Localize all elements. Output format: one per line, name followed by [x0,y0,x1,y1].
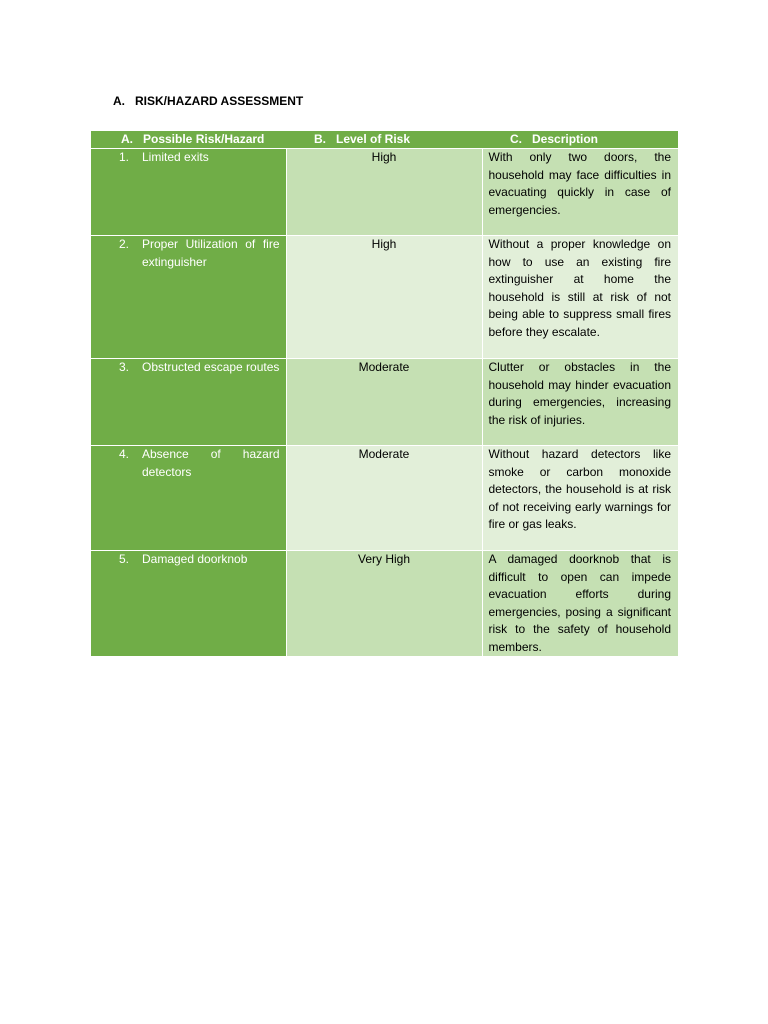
risk-level-cell [286,149,482,236]
hazard-cell [91,236,286,359]
risk-level: High [371,150,397,164]
risk-level: Moderate [358,447,410,461]
risk-hazard-table [91,131,678,656]
header-level-of-risk: B. Level of Risk [286,131,482,149]
table-row [91,149,678,236]
description-cell: Without hazard detectors like smoke or carbon monoxide detectors, the household is at risk of not receiving early warnings for fire or gas leaks. [482,446,678,551]
table-row [91,446,678,551]
hazard-number: 2. [119,237,130,251]
risk-level-cell [286,551,482,657]
hazard-name: Limited exits [142,150,209,164]
hazard-number: 4. [119,447,130,461]
description-cell: Without a proper knowledge on how to use an existing fire extinguisher at home the household is still at risk of not being able to suppress small fires before they escalate. [482,236,678,359]
section-heading [113,94,303,108]
table-row [91,551,678,657]
hazard-number: 1. [119,150,130,164]
risk-level: High [371,237,397,251]
table-header-row [91,131,678,149]
hazard-cell [91,359,286,446]
header-possible-risk: A. Possible Risk/Hazard [91,131,286,149]
description-cell: A damaged doorknob that is difficult to open can impede evacuation efforts during emergencies, posing a significant risk to the safety of household members. [482,551,678,657]
risk-level-cell [286,359,482,446]
hazard-cell [91,551,286,657]
hazard-name: Obstructed escape routes [142,360,280,374]
hazard-cell [91,446,286,551]
hazard-name: Damaged doorknob [142,552,248,566]
hazard-number: 5. [119,552,130,566]
risk-level-cell [286,446,482,551]
description-cell: With only two doors, the household may face difficulties in evacuating quickly in case of emergencies. [482,149,678,236]
risk-level: Very High [357,552,411,566]
table-row [91,359,678,446]
risk-level: Moderate [358,360,410,374]
header-description: C. Description [482,131,678,149]
hazard-cell [91,149,286,236]
description-cell: Clutter or obstacles in the household may hinder evacuation during emergencies, increasing the risk of injuries. [482,359,678,446]
section-title: RISK/HAZARD ASSESSMENT [135,94,304,108]
hazard-name: Absence of hazard detectors [142,447,280,479]
hazard-name: Proper Utilization of fire extinguisher [142,237,280,269]
hazard-number: 3. [119,360,130,374]
section-marker: A. [113,94,125,108]
table-row [91,236,678,359]
risk-level-cell [286,236,482,359]
